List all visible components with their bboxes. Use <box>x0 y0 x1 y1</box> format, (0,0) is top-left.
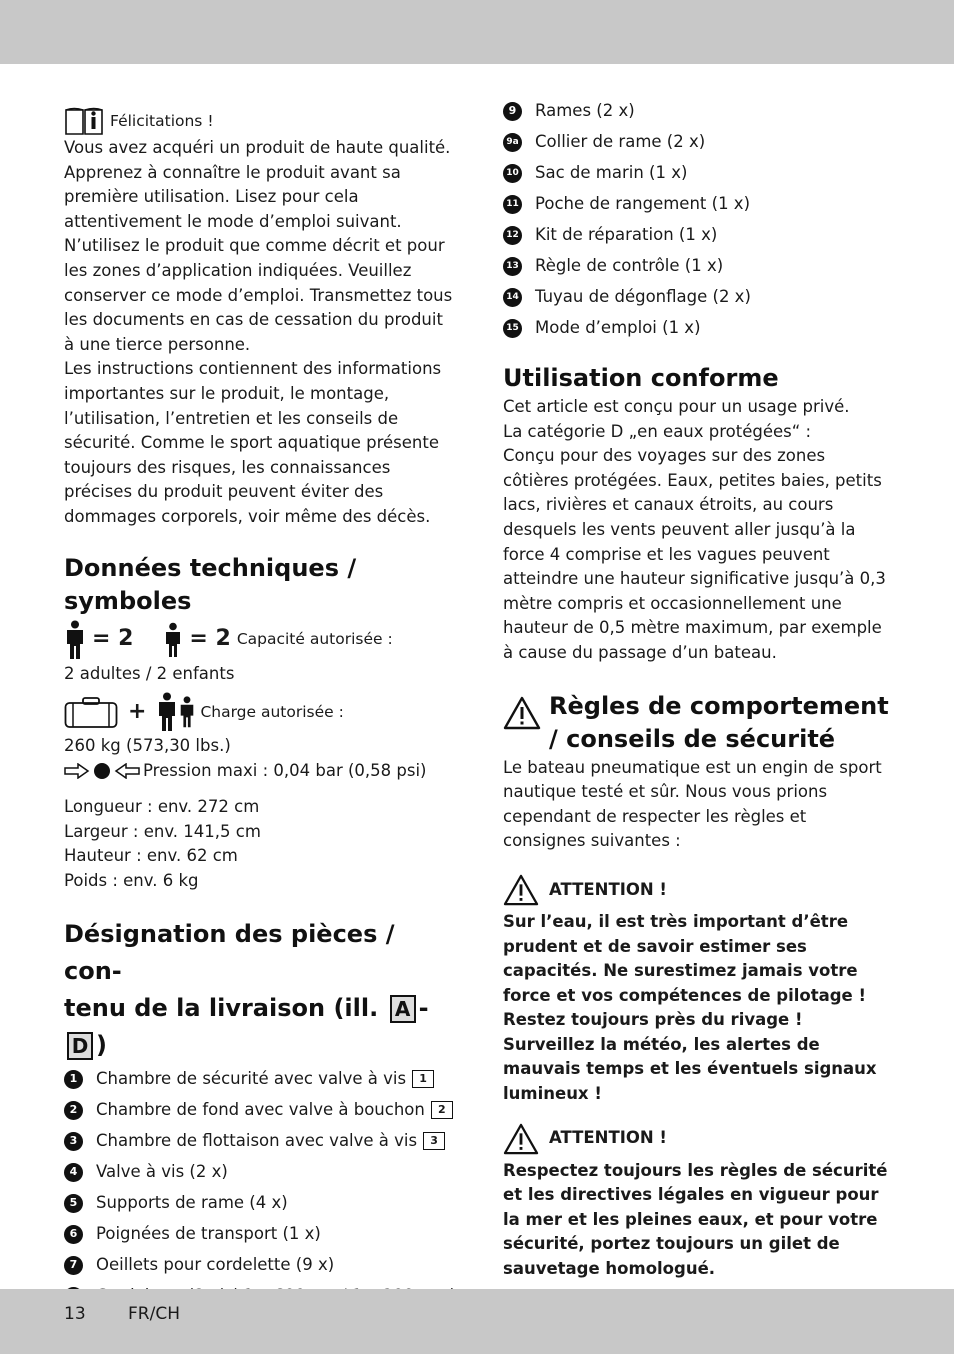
attention-2-text: Respectez toujours les règles de sécurité et les directives légales en vigueur pour la mer et les pleines eaux, et pour votre sécurité, portez toujours un gilet de sauvetage homologué. <box>503 1160 888 1279</box>
part-item <box>503 251 893 282</box>
load-symbols <box>64 690 456 734</box>
safety-title: Règles de comportement / conseils de sécurité <box>549 691 889 753</box>
part-label: Poche de rangement (1 x) <box>535 194 751 214</box>
part-label: Collier de rame (2 x) <box>535 132 706 152</box>
part-item <box>64 1219 456 1250</box>
attention-1-heading <box>503 872 893 908</box>
part-label: Kit de réparation (1 x) <box>535 225 718 245</box>
attention-1-label: ATTENTION ! <box>549 879 667 899</box>
part-item <box>503 189 893 220</box>
length: Longueur : env. 272 cm <box>64 797 260 817</box>
part-number-badge: 11 <box>503 195 522 214</box>
part-item <box>503 220 893 251</box>
width: Largeur : env. 141,5 cm <box>64 821 261 841</box>
capacity-value: 2 adultes / 2 enfants <box>64 663 235 683</box>
plus-sign: + <box>128 698 147 724</box>
adult-icon-load <box>156 692 178 732</box>
part-label: Rames (2 x) <box>535 101 635 121</box>
child-icon <box>163 622 183 658</box>
dimensions <box>64 795 456 893</box>
part-number-badge: 1 <box>64 1070 83 1089</box>
capacity-symbols <box>64 618 456 662</box>
child-icon-load <box>178 695 196 729</box>
child-count: = 2 <box>189 626 231 652</box>
part-number-badge: 4 <box>64 1163 83 1182</box>
parts-list-left <box>64 1064 456 1312</box>
part-label: Règle de contrôle (1 x) <box>535 256 724 276</box>
parts-title <box>64 916 456 1064</box>
left-column <box>64 106 456 1312</box>
part-label: Chambre de fond avec valve à bouchon <box>96 1099 425 1119</box>
info-book-icon <box>64 106 104 136</box>
intro-heading-row <box>64 106 456 136</box>
ill-dash: - <box>418 993 429 1022</box>
pressure-label: Pression maxi : 0,04 bar (0,58 psi) <box>143 760 427 780</box>
part-ref-box: 3 <box>423 1132 445 1150</box>
warning-triangle-icon <box>503 696 541 730</box>
usage-text-1: Cet article est conçu pour un usage privé. <box>503 397 850 416</box>
parts-title-line2: tenu de la livraison (ill. <box>64 993 379 1022</box>
load-label: Charge autorisée : <box>200 702 344 721</box>
pressure-dot-icon <box>93 762 111 780</box>
parts-list-right <box>503 96 893 344</box>
part-label: Mode d’emploi (1 x) <box>535 318 701 338</box>
usage-title: Utilisation conforme <box>503 364 779 392</box>
attention-1-text: Sur l’eau, il est très important d’être prudent et de savoir estimer ses capacités. Ne surestimez jamais votre force et vos compétences de pilotage ! Restez toujours près du rivage ! Surveillez la météo, les alertes de mauvais temps et les éventuels signaux lumineux ! <box>503 911 877 1104</box>
part-item <box>64 1250 456 1281</box>
part-item <box>503 158 893 189</box>
capacity-label: Capacité autorisée : <box>236 630 393 649</box>
part-item <box>64 1188 456 1219</box>
part-item <box>64 1126 456 1157</box>
part-item <box>64 1095 456 1126</box>
intro-heading: Félicitations ! <box>110 111 214 130</box>
intro-paragraph-2: Les instructions contiennent des informations importantes sur le produit, le montage, l’utilisation, l’entretien et les conseils de sécurité. Comme le sport aquatique présente toujours des risques, les connaissances précises du produit peuvent éviter des dommages corporels, voir même des décès. <box>64 359 442 526</box>
part-number-badge: 15 <box>503 319 522 338</box>
part-item <box>503 282 893 313</box>
attention-2-label: ATTENTION ! <box>549 1128 667 1148</box>
ill-d-box: D <box>67 1032 93 1060</box>
part-label: Tuyau de dégonflage (2 x) <box>535 287 751 307</box>
part-label: Valve à vis (2 x) <box>96 1161 228 1181</box>
arrow-right-icon <box>64 763 90 779</box>
part-item <box>503 313 893 344</box>
part-number-badge: 10 <box>503 164 522 183</box>
usage-text-2: La catégorie D „en eaux protégées“ : <box>503 421 812 441</box>
height: Hauteur : env. 62 cm <box>64 846 238 866</box>
part-label: Sac de marin (1 x) <box>535 163 688 183</box>
safety-heading-row <box>503 690 893 756</box>
part-number-badge: 5 <box>64 1194 83 1213</box>
part-item <box>503 127 893 158</box>
luggage-icon <box>64 696 118 728</box>
part-number-badge: 13 <box>503 257 522 276</box>
part-item <box>64 1064 456 1095</box>
part-number-badge: 3 <box>64 1132 83 1151</box>
language-code: FR/CH <box>128 1304 180 1324</box>
part-number-badge: 7 <box>64 1256 83 1275</box>
intro-paragraph-1: Vous avez acquéri un produit de haute qualité. Apprenez à connaître le produit avant sa première utilisation. Lisez pour cela attentivement le mode d’emploi suivant. N’utilisez le produit que comme décrit et pour les zones d’application indiquées. Veuillez conserver ce mode d’emploi. Transmettez tous les documents en cas de cessation du produit à une tierce personne. <box>64 138 453 354</box>
part-label: Poignées de transport (1 x) <box>96 1223 321 1243</box>
part-number-badge: 12 <box>503 226 522 245</box>
part-label: Oeillets pour cordelette (9 x) <box>96 1254 335 1274</box>
warning-triangle-icon <box>503 1123 539 1155</box>
pressure-row <box>64 759 456 784</box>
part-number-badge: 14 <box>503 288 522 307</box>
adult-count: = 2 <box>92 626 134 652</box>
part-number-badge: 2 <box>64 1101 83 1120</box>
part-ref-box: 1 <box>412 1070 434 1088</box>
part-number-badge: 6 <box>64 1225 83 1244</box>
header-bar <box>0 0 954 64</box>
part-number-badge: 9 <box>503 102 522 121</box>
page-number: 13 <box>64 1304 86 1324</box>
part-label: Chambre de sécurité avec valve à vis <box>96 1068 407 1088</box>
load-value: 260 kg (573,30 lbs.) <box>64 736 231 756</box>
part-label: Chambre de flottaison avec valve à vis <box>96 1130 418 1150</box>
part-number-badge: 9a <box>503 133 522 152</box>
usage-text-3: Conçu pour des voyages sur des zones côtières protégées. Eaux, petites baies, petits lacs, rivières et canaux étroits, au cours desquels les vents peuvent aller jusqu’à la force 4 comprise et les vagues peuvent atteindre une hauteur significative jusqu’à 0,3 mètre compris et occasionnellement une hauteur de 0,5 mètre maximum, par exemple à cause du passage d’un bateau. <box>503 446 886 662</box>
safety-intro: Le bateau pneumatique est un engin de sport nautique testé et sûr. Nous vous prions cependant de respecter les règles et consignes suivantes : <box>503 757 882 851</box>
part-label: Supports de rame (4 x) <box>96 1192 288 1212</box>
adult-icon <box>64 620 86 660</box>
attention-2-heading <box>503 1121 893 1157</box>
part-item <box>64 1157 456 1188</box>
weight: Poids : env. 6 kg <box>64 871 199 891</box>
right-column <box>503 96 893 1282</box>
ill-close: ) <box>96 1030 107 1059</box>
part-ref-box: 2 <box>431 1101 453 1119</box>
ill-a-box: A <box>390 995 416 1023</box>
tech-title: Données techniques / symboles <box>64 553 357 615</box>
arrow-left-icon <box>114 763 140 779</box>
parts-title-line1: Désignation des pièces / con- <box>64 919 395 985</box>
warning-triangle-icon <box>503 874 539 906</box>
part-item <box>503 96 893 127</box>
